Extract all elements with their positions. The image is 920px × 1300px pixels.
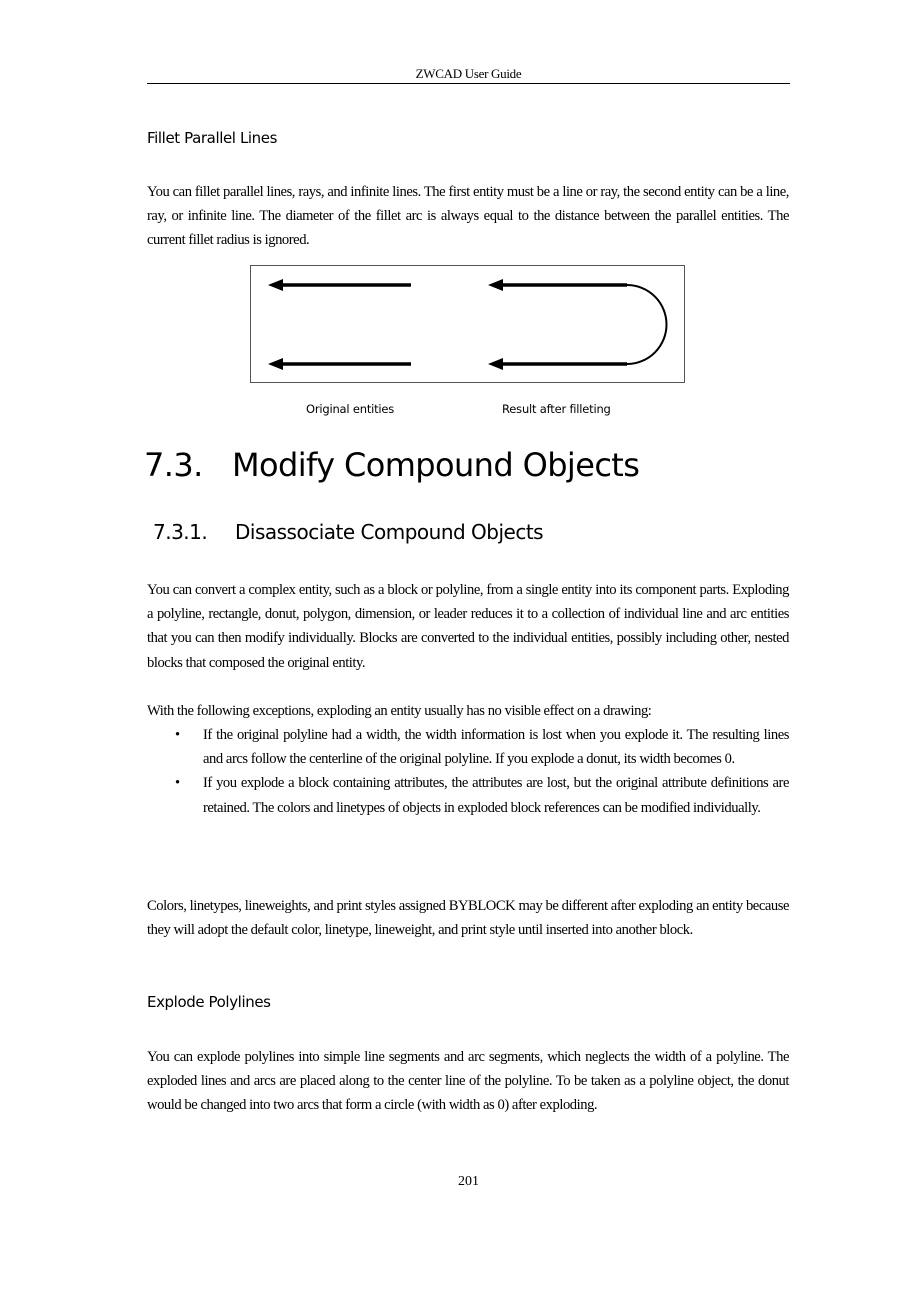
caption-result-after-filleting: Result after filleting [502, 402, 611, 416]
chapter-number: 7.3. [144, 446, 203, 484]
heading-explode-polylines: Explode Polylines [147, 993, 271, 1011]
fillet-figure [250, 265, 685, 383]
paragraph-fillet: You can fillet parallel lines, rays, and infinite lines. The first entity must be a line or ray, the second entity can be a line, ray, or infinite line. The diameter of the fillet arc is always equal to the distance between the parallel entities. The current fillet radius is ignored. [147, 184, 789, 249]
running-header: ZWCAD User Guide [415, 66, 522, 81]
bullet-icon: • [175, 775, 180, 792]
list-item: • If the original polyline had a width, the width information is lost when you explode it. The resulting lines and arcs follow the centerline of the original polyline. If you explode a donut, its width becomes 0. [147, 723, 789, 771]
caption-original-entities: Original entities [306, 402, 395, 416]
paragraph-byblock: Colors, linetypes, lineweights, and print styles assigned BYBLOCK may be different after exploding an entity because they will adopt the default color, linetype, lineweight, and print style until inserted into another block. [147, 898, 789, 939]
paragraph-exceptions-intro: With the following exceptions, exploding an entity usually has no visible effect on a drawing: [147, 703, 652, 719]
paragraph-convert-complex: You can convert a complex entity, such as a block or polyline, from a single entity into its component parts. Exploding a polyline, rectangle, donut, polygon, dimension, or leader reduces it to a collection of individual line and arc entities that you can then modify individually. Blocks are converted to the individual entities, possibly including other, nested blocks that composed the original entity. [147, 582, 789, 671]
subsection-title: Disassociate Compound Objects [235, 520, 544, 544]
header-rule [147, 83, 790, 84]
chapter-heading [144, 446, 639, 484]
page-number: 201 [458, 1174, 479, 1189]
list-item: • If you explode a block containing attributes, the attributes are lost, but the original attribute definitions are retained. The colors and linetypes of objects in exploded block references can be modified individually. [147, 771, 789, 819]
bullet-icon: • [175, 727, 180, 743]
chapter-title: Modify Compound Objects [232, 446, 640, 484]
paragraph-explode-polylines: You can explode polylines into simple line segments and arc segments, which neglects the width of a polyline. The exploded lines and arcs are placed along to the center line of the polyline. To be taken as a polyline object, the donut would be changed into two arcs that form a circle (with width as 0) after exploding. [147, 1049, 789, 1114]
subsection-number: 7.3.1. [153, 520, 208, 544]
exceptions-list [147, 723, 789, 820]
subsection-heading [153, 520, 543, 544]
fillet-diagram-icon [251, 266, 686, 384]
heading-fillet-parallel-lines: Fillet Parallel Lines [147, 129, 278, 147]
